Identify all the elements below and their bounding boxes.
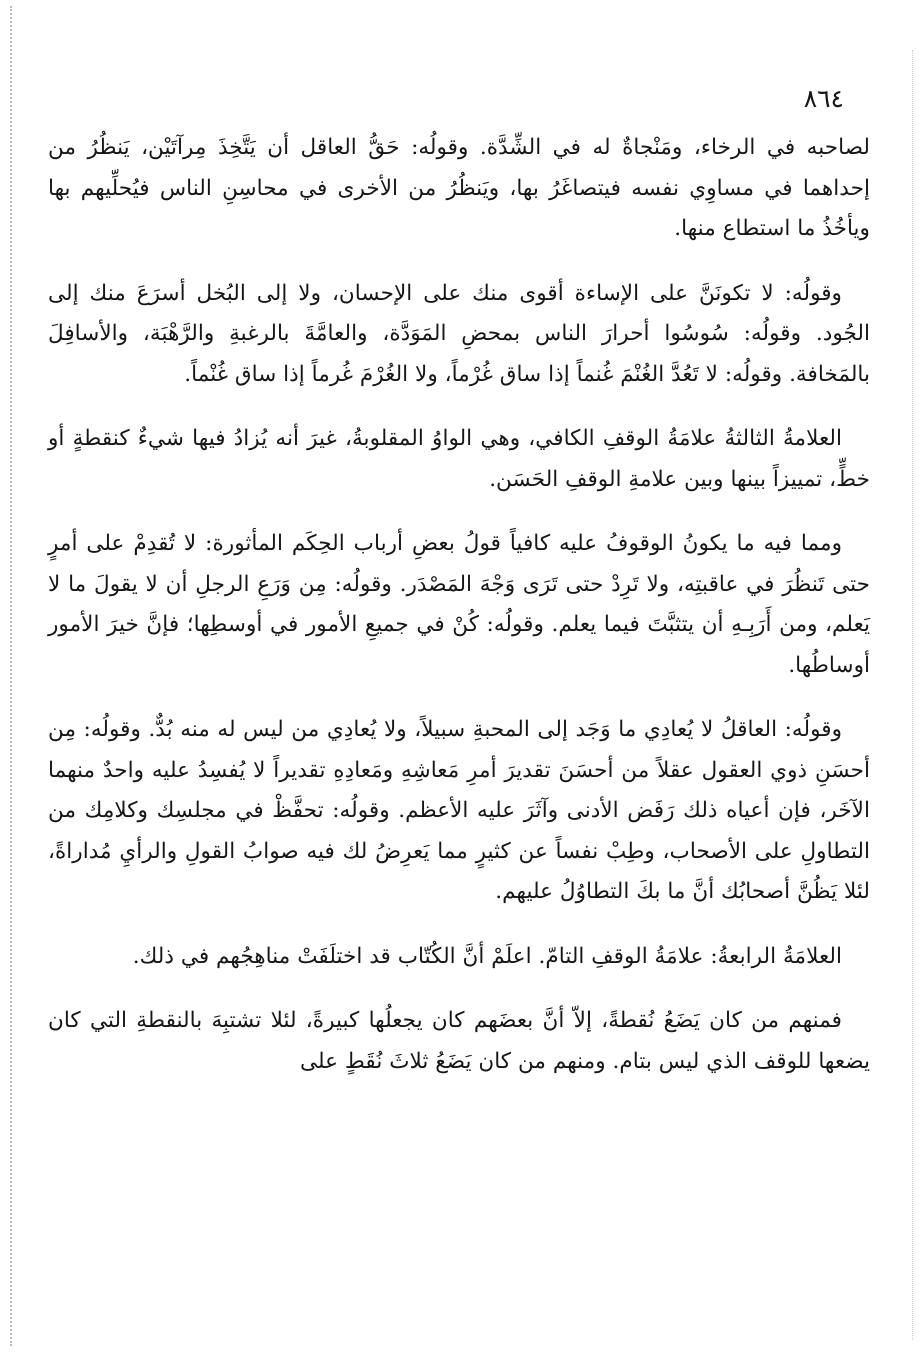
scan-edge-line (10, 6, 12, 1346)
paragraph-1: لصاحبه في الرخاء، ومَنْجاةٌ له في الشِّدَّة. وقولُه: حَقُّ العاقل أن يَتَّخِذَ مِرآتَيْن، يَنظُرُ من إحداهما في مساوِي نفسه فيتصاغَرُ بها، ويَنظُرُ من الأخرى في محاسِنِ الناس فيُحلِّيهم بها ويأخُذُ ما استطاع منها. (48, 135, 870, 241)
gutter-line (912, 50, 913, 1340)
paragraph-2: وقولُه: لا تكونَنَّ على الإساءة أقوى منك على الإحسان، ولا إلى البُخل أسرَعَ منك إلى الجُود. وقولُه: سُوسُوا أحرارَ الناس بمحضِ المَوَدَّة، والعامَّةَ بالرغبةِ والرَّهْبَة، والأسافِلَ بالمَخافة. وقولُه: لا تَعُدَّ الغُنْمَ غُنماً إذا ساق غُرْماً، ولا الغُرْمَ غُرماً إذا ساق غُنْماً. (48, 280, 870, 387)
paragraph-3: العلامةُ الثالثةُ علامَةُ الوقفِ الكافي، وهي الواوُ المقلوبةُ، غيرَ أنه يُزادُ فيها شيءٌ كنقطةٍ أو خطٍّ، تمييزاً بينها وبين علامةِ الوقفِ الحَسَن. (48, 426, 870, 492)
paragraph-5: وقولُه: العاقلُ لا يُعادِي ما وَجَد إلى المحبةِ سبيلاً، ولا يُعادِي من ليس له منه بُدٌّ. وقولُه: مِن أحسَنِ ذوي العقول عقلاً من أحسَنَ تقديرَ أمرِ مَعاشِهِ ومَعادِهِ تقديراً لا يُفسِدُ عليه واحدٌ منهما الآخَر، فإن أعياه ذلك رَفَض الأدنى وآثَرَ عليه الأعظم. وقولُه: تحفَّظْ في مجلسِك وكلامِك من التطاولِ على الأصحاب، وطِبْ نفساً عن كثيرٍ مما يَعرِضُ لك فيه صوابُ القولِ والرأيِ مُداراةً، لئلا يَظُنَّ أصحابُك أنَّ ما بكَ التطاوُلُ عليهم. (48, 717, 870, 904)
page-number: ٨٦٤ (803, 84, 844, 113)
paragraph-4: ومما فيه ما يكونُ الوقوفُ عليه كافياً قولُ بعضِ أرباب الحِكَم المأثورة: لا تُقدِمْ على أمرٍ حتى تَنظُرَ في عاقبتِه، ولا تَرِدْ حتى تَرَى وَجْهَ المَصْدَر. وقولُه: مِن وَرَعِ الرجلِ أن لا يقولَ ما لا يَعلم، ومن أَرَبِـهِ أن يتثبَّتَ فيما يعلم. وقولُه: كُنْ في جميعِ الأمور في أوسطِها؛ فإنَّ خيرَ الأمور أوساطُها. (48, 531, 870, 678)
body-text (48, 128, 870, 1082)
paragraph-6: العلامَةُ الرابعةُ: علامَةُ الوقفِ التامّ. اعلَمْ أنَّ الكُتّاب قد اختلَفَتْ مناهِجُهم في ذلك. (132, 943, 842, 969)
paragraph-7: فمنهم من كان يَضَعُ نُقطةً، إلاّ أنَّ بعضَهم كان يجعلُها كبيرةً، لئلا تشتبِهَ بالنقطةِ التي كان يضعها للوقف الذي ليس بتام. ومنهم من كان يَضَعُ ثلاثَ نُقَطٍ على (48, 1008, 870, 1074)
